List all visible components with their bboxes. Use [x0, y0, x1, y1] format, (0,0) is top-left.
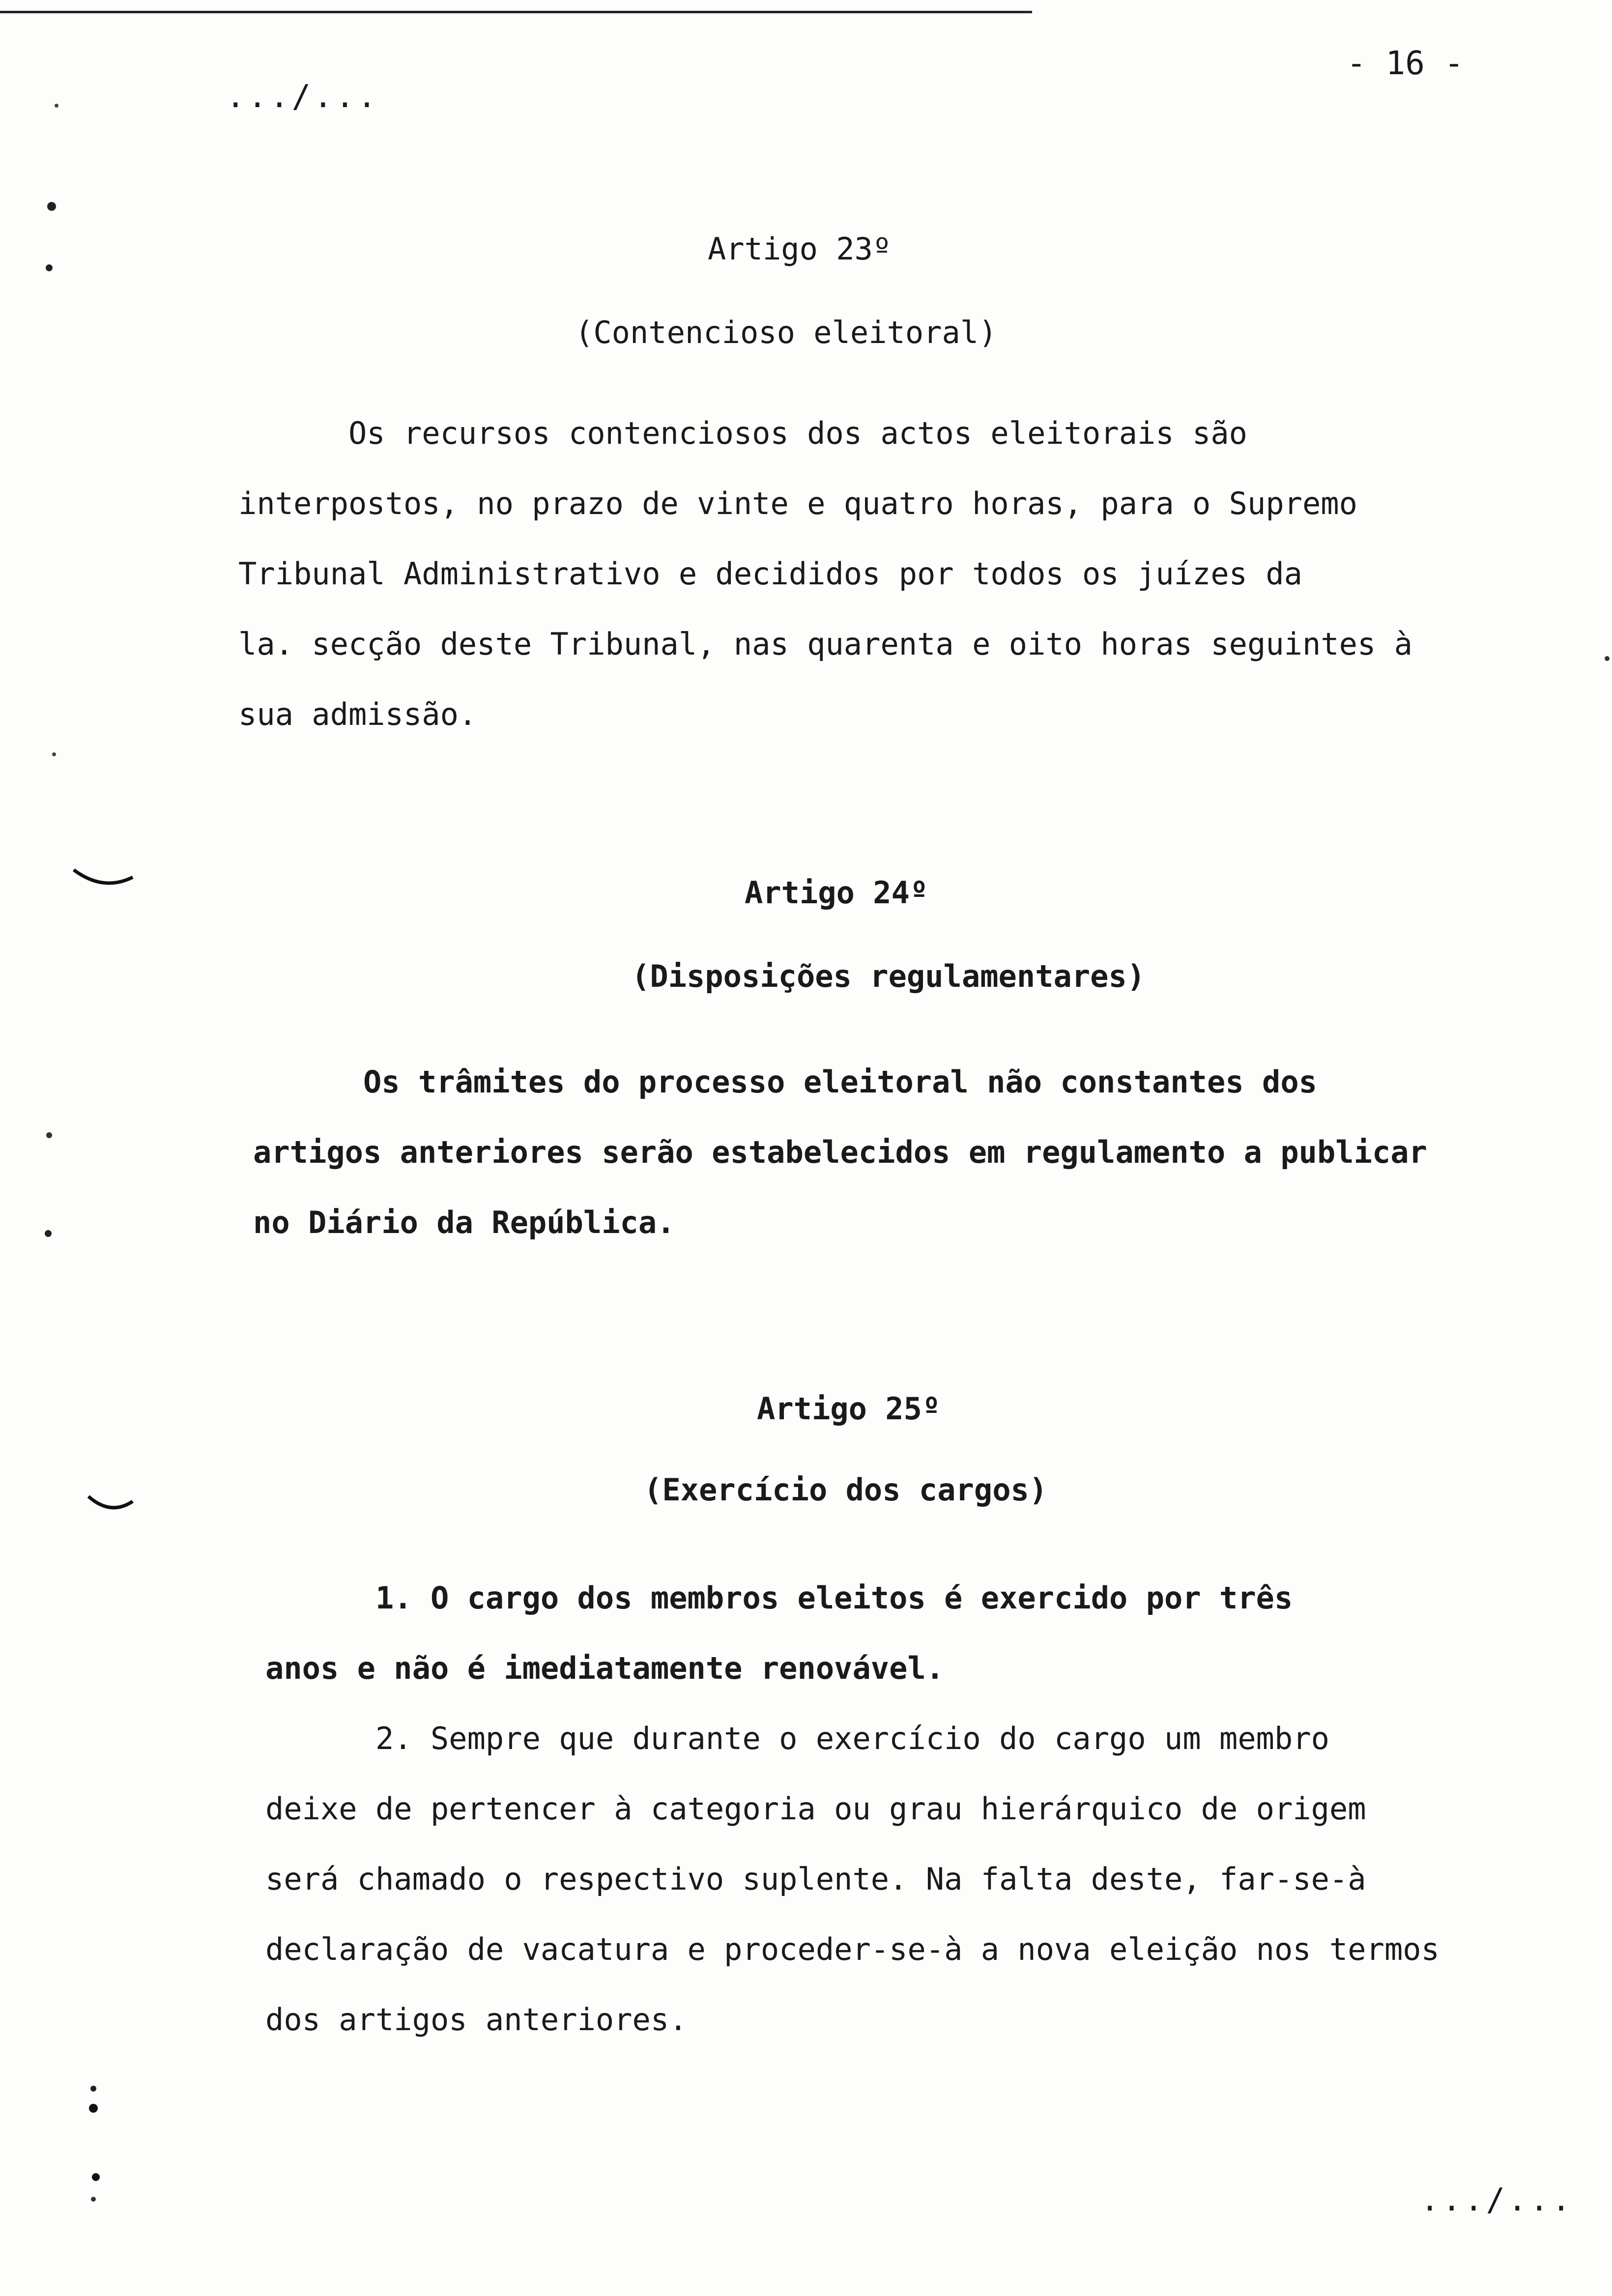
article-23-line: sua admissão. — [238, 696, 477, 732]
margin-speck — [47, 202, 56, 211]
punch-hole-arc-lower — [88, 1496, 133, 1508]
continuation-mark-top: .../... — [226, 79, 379, 115]
margin-speck — [46, 264, 53, 271]
article-23-title: Artigo 23º — [708, 231, 892, 267]
article-23-subtitle: (Contencioso eleitoral) — [575, 315, 997, 350]
continuation-mark-bottom: .../... — [1420, 2182, 1574, 2218]
article-23-line: Os recursos contenciosos dos actos eleitorais são — [238, 415, 1247, 451]
article-25-subtitle: (Exercício dos cargos) — [644, 1472, 1048, 1508]
article-23-line: la. secção deste Tribunal, nas quarenta e oito horas seguintes à — [238, 626, 1412, 662]
margin-speck — [92, 2173, 100, 2181]
article-25-line: deixe de pertencer à categoria ou grau hierárquico de origem — [265, 1791, 1366, 1827]
article-24-title: Artigo 24º — [745, 875, 928, 911]
article-24-line: artigos anteriores serão estabelecidos em regulamento a publicar — [253, 1134, 1427, 1170]
article-23-body — [238, 398, 1412, 749]
margin-speck — [91, 2197, 96, 2202]
margin-speck — [1605, 656, 1610, 661]
article-25-body — [265, 1563, 1439, 2055]
top-rule — [0, 11, 1032, 13]
article-25-line: dos artigos anteriores. — [265, 2002, 688, 2038]
page-number: - 16 - — [1347, 44, 1464, 82]
margin-speck — [45, 1230, 52, 1237]
article-24-line: no Diário da República. — [253, 1205, 675, 1240]
article-25-title: Artigo 25º — [757, 1391, 941, 1427]
article-23-line: interpostos, no prazo de vinte e quatro horas, para o Supremo — [238, 486, 1357, 521]
punch-hole-arc-upper — [74, 870, 133, 883]
article-25-line: anos e não é imediatamente renovável. — [265, 1650, 945, 1686]
article-24-line: Os trâmites do processo eleitoral não constantes dos — [253, 1064, 1317, 1100]
article-24-subtitle: (Disposições regulamentares) — [632, 958, 1146, 994]
article-25-line: 2. Sempre que durante o exercício do cargo um membro — [265, 1721, 1329, 1756]
margin-speck — [89, 2104, 98, 2113]
margin-speck — [52, 752, 56, 756]
article-23-line: Tribunal Administrativo e decididos por todos os juízes da — [238, 556, 1302, 592]
article-25-line: será chamado o respectivo suplente. Na falta deste, far-se-à — [265, 1861, 1366, 1897]
margin-speck — [90, 2086, 96, 2092]
article-25-line: 1. O cargo dos membros eleitos é exercido por três — [265, 1580, 1293, 1616]
article-24-body — [253, 1047, 1427, 1258]
article-25-line: declaração de vacatura e proceder-se-à a nova eleição nos termos — [265, 1931, 1439, 1967]
margin-speck — [46, 1132, 52, 1138]
margin-speck — [55, 104, 58, 108]
